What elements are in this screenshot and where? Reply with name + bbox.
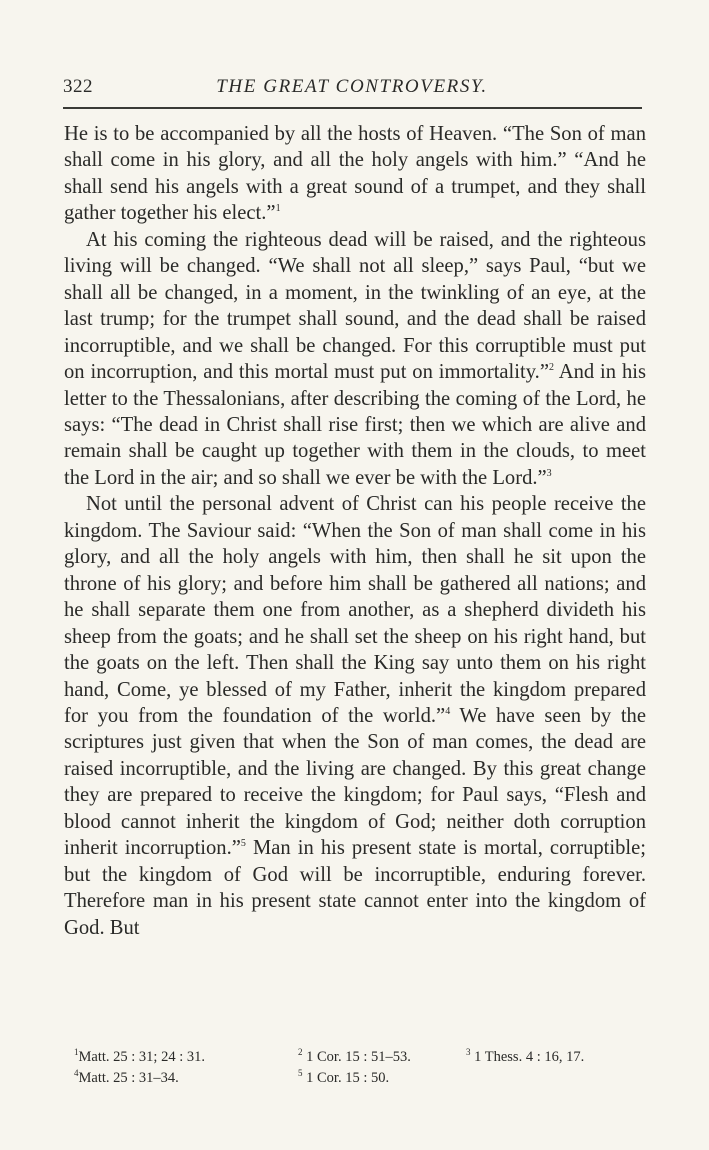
- footnote-ref: 5: [240, 838, 246, 850]
- page-number: 322: [63, 76, 93, 97]
- footnote-row: [64, 1068, 644, 1089]
- paragraph: [64, 491, 646, 941]
- footnote-ref: 1: [275, 203, 281, 215]
- paragraph: [64, 121, 646, 227]
- footnote-ref: 4: [445, 706, 451, 718]
- text-run: And in his letter to the Thessalonians, after describing the coming of the Lord, he says: “The dead in Christ shall rise first; then we which are alive and remain shall be caught up together with them in the clouds, to meet the Lord in the air; and so shall we ever be with the Lord.”: [64, 361, 646, 489]
- footnote-ref: 2: [548, 362, 554, 374]
- footnote: [298, 1047, 411, 1068]
- footnote-text: 1 Cor. 15 : 50.: [306, 1070, 390, 1086]
- footnote: [466, 1047, 584, 1068]
- footnote-text: Matt. 25 : 31; 24 : 31.: [78, 1049, 205, 1065]
- footnote-mark: 5: [298, 1068, 303, 1079]
- running-title: THE GREAT CONTROVERSY.: [216, 76, 488, 97]
- footnote-mark: 2: [298, 1047, 303, 1058]
- footnote-mark: 3: [466, 1047, 471, 1058]
- text-run: He is to be accompanied by all the hosts of Heaven. “The Son of man shall come in his glory, and all the holy angels with him.” “And he shall send his angels with a great sound of a trumpet, and they shall gather together his elect.”: [64, 123, 646, 225]
- footnote-text: 1 Thess. 4 : 16, 17.: [474, 1049, 585, 1065]
- text-run: At his coming the righteous dead will be raised, and the righteous living will be changed. “We shall not all sleep,” says Paul, “but we shall all be changed, in a moment, in the twinkling of an eye, at the last trump; for the trumpet shall sound, and the dead shall be raised incorruptible, and we shall be changed. For this corruptible must put on incorruption, and this mortal must put on immortality.”: [64, 228, 646, 384]
- text-run: Not until the personal advent of Christ can his people receive the kingdom. The Saviour said: “When the Son of man shall come in his glory, and all the holy angels with him, then shall he sit upon the throne of his glory; and before him shall be gathered all nations; and he shall separate them one from another, as a shepherd divideth his sheep from the goats; and he shall set the sheep on his right hand, but the goats on the left. Then shall the King say unto them on his right hand, Come, ye blessed of my Father, inherit the kingdom prepared for you from the foundation of the world.”: [64, 493, 646, 727]
- footnote-mark: 1: [74, 1047, 79, 1058]
- paragraph: [64, 227, 646, 492]
- footnote-ref: 3: [546, 468, 552, 480]
- text-run: We have seen by the scriptures just given that when the Son of man comes, the dead are raised incorruptible, and the living are changed. By this great change they are prepared to receive the kingdom; for Paul says, “Flesh and blood cannot inherit the kingdom of God; neither doth corruption inherit incorruption.”: [64, 704, 646, 860]
- text-run: Man in his present state is mortal, corruptible; but the kingdom of God will be incorruptible, enduring forever. Therefore man in his present state cannot enter into the kingdom of God. But: [64, 837, 647, 939]
- footnote-text: 1 Cor. 15 : 51–53.: [306, 1049, 411, 1065]
- footnotes: [64, 1047, 644, 1089]
- footnote: [74, 1047, 205, 1068]
- body-text: [64, 121, 646, 941]
- footnote-text: Matt. 25 : 31–34.: [78, 1070, 179, 1086]
- footnote-row: [64, 1047, 644, 1068]
- footnote-mark: 4: [74, 1068, 79, 1079]
- header-rule: [63, 107, 642, 109]
- footnote: [298, 1068, 389, 1089]
- page-header: [63, 76, 641, 102]
- footnote: [74, 1068, 179, 1089]
